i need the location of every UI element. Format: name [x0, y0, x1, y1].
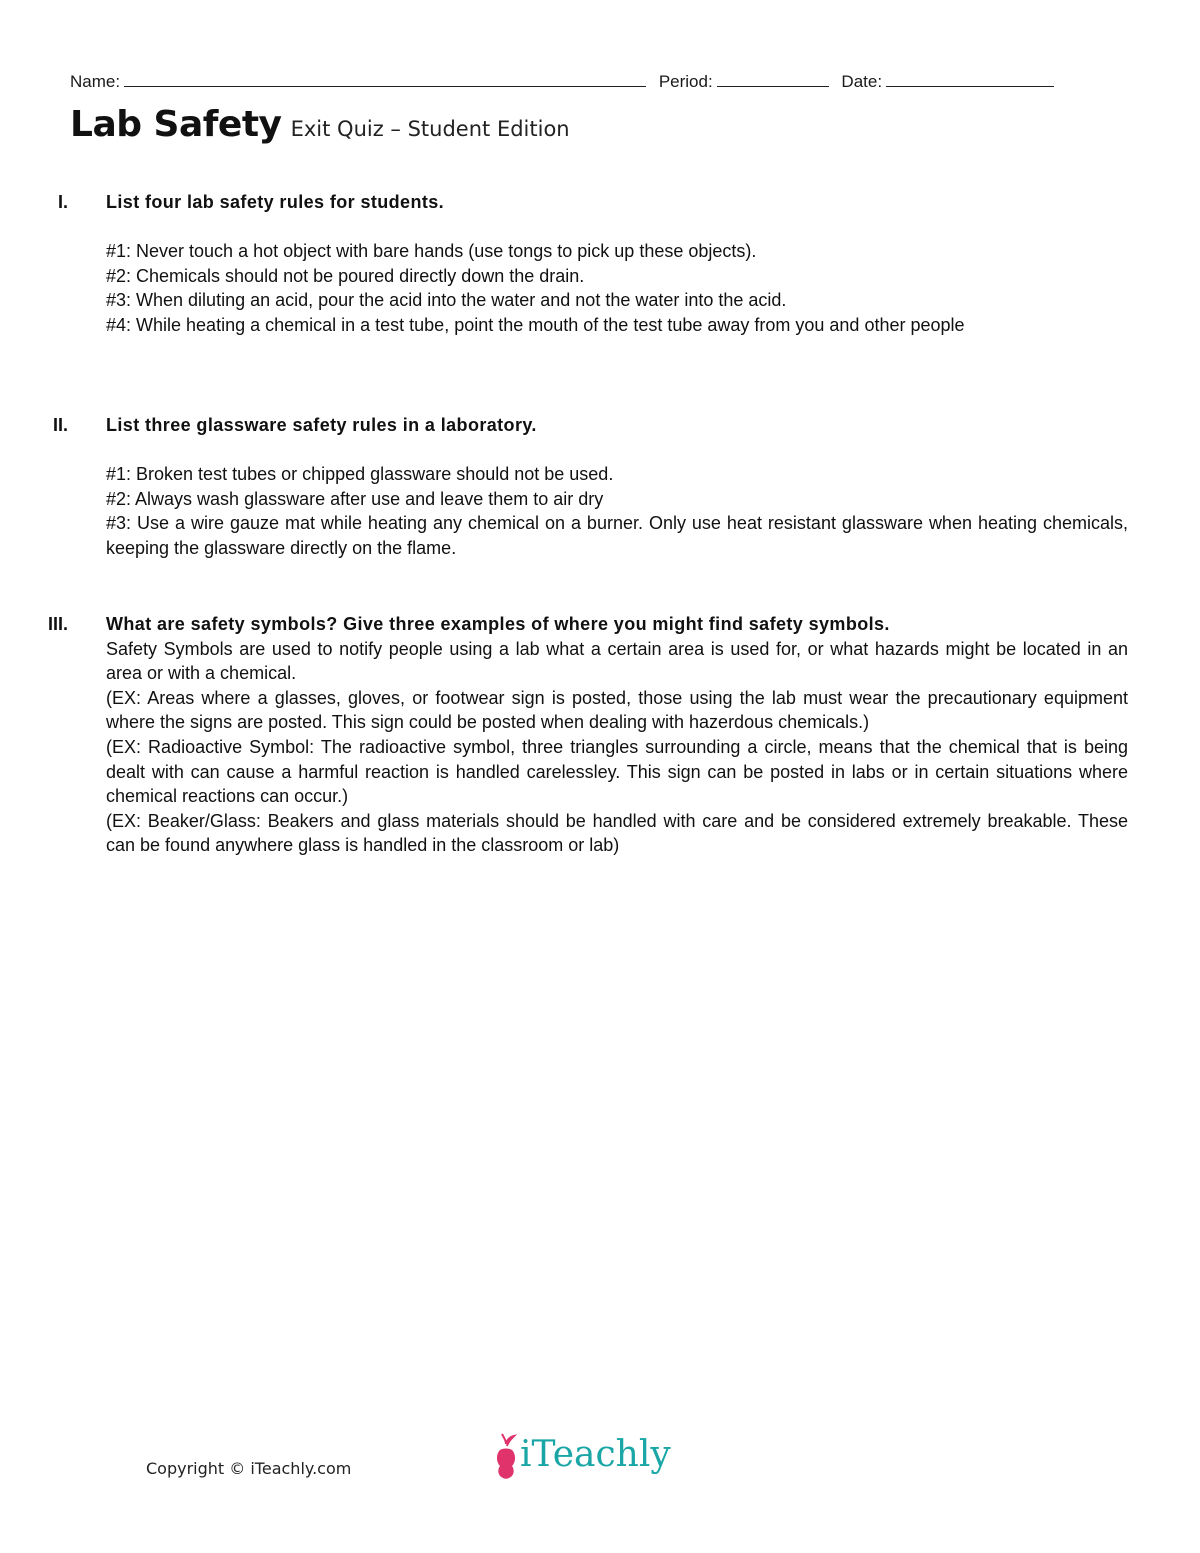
logo-text: iTeachly	[520, 1434, 671, 1475]
period-label: Period:	[658, 72, 713, 91]
question-text: List four lab safety rules for students.	[106, 192, 445, 212]
copyright-text: Copyright © iTeachly.com	[146, 1459, 352, 1478]
student-info-line	[70, 72, 1080, 92]
question-text: What are safety symbols? Give three examples of where you might find safety symbols.	[106, 614, 890, 634]
answer-line: #1: Never touch a hot object with bare hands (use tongs to pick up these objects).	[106, 241, 757, 262]
question-section-1	[50, 190, 1128, 338]
apple-icon	[494, 1432, 518, 1480]
answer-line: #3: Use a wire gauze mat while heating any chemical on a burner. Only use heat resistant glassware when heating chemicals, keeping the glassware directly on the flame.	[106, 513, 1128, 558]
answer-line: #2: Always wash glassware after use and leave them to air dry	[106, 488, 604, 509]
answer-paragraph: (EX: Radioactive Symbol: The radioactive symbol, three triangles surrounding a circle, means that the chemical that is being dealt with can cause a harmful reaction is handled carelessley. This sign can be posted in labs or in certain situations where chemical reactions can occur.)	[106, 736, 1128, 807]
answer-line: #1: Broken test tubes or chipped glassware should not be used.	[106, 464, 614, 485]
title-main: Lab Safety	[70, 104, 282, 145]
answer-line: #2: Chemicals should not be poured directly down the drain.	[106, 265, 585, 286]
section-numeral: III.	[48, 614, 69, 634]
title-subtitle: Exit Quiz – Student Edition	[290, 117, 570, 141]
date-blank[interactable]	[886, 72, 1054, 87]
question-section-2	[50, 413, 1128, 561]
answer-paragraph: (EX: Areas where a glasses, gloves, or footwear sign is posted, those using the lab must wear the precautionary equipment where the signs are posted. This sign could be posted when dealing with hazerdous chemicals.)	[106, 687, 1128, 733]
period-blank[interactable]	[717, 72, 829, 87]
answer-line: #3: When diluting an acid, pour the acid into the water and not the water into the acid.	[106, 290, 787, 311]
name-label: Name:	[70, 72, 121, 91]
page-title	[70, 104, 570, 145]
answer-line: #4: While heating a chemical in a test tube, point the mouth of the test tube away from you and other people	[106, 314, 965, 335]
section-numeral: I.	[58, 192, 69, 212]
answer-paragraph: (EX: Beaker/Glass: Beakers and glass materials should be handled with care and be considered extremely breakable. These can be found anywhere glass is handled in the classroom or lab)	[106, 810, 1128, 856]
iteachly-logo	[494, 1428, 694, 1482]
section-numeral: II.	[53, 415, 69, 435]
question-section-3	[50, 612, 1128, 858]
date-label: Date:	[841, 72, 883, 91]
question-text: List three glassware safety rules in a laboratory.	[106, 415, 537, 435]
name-blank[interactable]	[124, 72, 646, 87]
answer-paragraph: Safety Symbols are used to notify people using a lab what a certain area is used for, or what hazards might be located in an area or with a chemical.	[106, 638, 1128, 684]
